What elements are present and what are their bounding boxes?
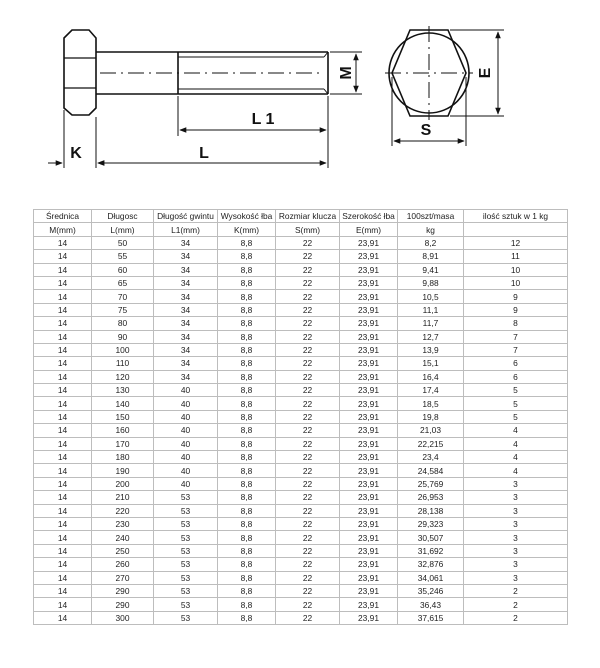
table-cell: 22 [276,437,340,450]
table-cell: 210 [92,491,154,504]
table-cell: 200 [92,477,154,490]
table-cell: M(mm) [34,223,92,236]
table-cell: 3 [464,477,568,490]
table-cell: 180 [92,451,154,464]
table-cell: 300 [92,611,154,624]
table-cell: 14 [34,290,92,303]
table-cell: 14 [34,477,92,490]
table-cell: 9,41 [398,263,464,276]
table-row [34,276,568,289]
table-cell: 23,91 [340,303,398,316]
table-cell: 290 [92,584,154,597]
table-cell [464,223,568,236]
table-cell: 8,8 [218,263,276,276]
table-cell: 14 [34,370,92,383]
table-cell: 3 [464,544,568,557]
table-cell: 23,91 [340,343,398,356]
table-cell: Długość gwintu [154,210,218,223]
table-cell: 28,138 [398,504,464,517]
table-cell: 8,2 [398,236,464,249]
table-cell: 13,9 [398,343,464,356]
table-cell: 160 [92,424,154,437]
table-cell: 22 [276,544,340,557]
table-cell: 8,8 [218,317,276,330]
table-cell: 40 [154,451,218,464]
table-cell: 53 [154,504,218,517]
table-cell: 23,91 [340,437,398,450]
table-cell: 14 [34,250,92,263]
table-cell: 14 [34,598,92,611]
table-cell: 14 [34,491,92,504]
table-cell: 23,4 [398,451,464,464]
table-cell: 22 [276,424,340,437]
table-cell: 4 [464,464,568,477]
table-cell: 8,8 [218,437,276,450]
table-cell: 14 [34,317,92,330]
table-cell: 22 [276,397,340,410]
table-cell: 22 [276,531,340,544]
table-cell: 14 [34,531,92,544]
table-cell: 140 [92,397,154,410]
table-cell: 75 [92,303,154,316]
table-cell: 14 [34,504,92,517]
table-cell: 3 [464,531,568,544]
table-cell: 34 [154,290,218,303]
table-cell: 55 [92,250,154,263]
table-cell: 14 [34,611,92,624]
table-cell: 22 [276,410,340,423]
table-cell: 8,8 [218,491,276,504]
table-row [34,558,568,571]
table-cell: 190 [92,464,154,477]
table-cell: 53 [154,611,218,624]
table-cell: 23,91 [340,571,398,584]
table-cell: 23,91 [340,384,398,397]
table-row [34,544,568,557]
table-row [34,397,568,410]
table-cell: 2 [464,598,568,611]
table-cell: 40 [154,437,218,450]
table-cell: 23,91 [340,504,398,517]
table-cell: 14 [34,424,92,437]
table-row [34,598,568,611]
table-cell: 34 [154,303,218,316]
table-cell: E(mm) [340,223,398,236]
table-cell: 14 [34,357,92,370]
table-cell: 14 [34,263,92,276]
table-cell: 70 [92,290,154,303]
table-cell: 5 [464,397,568,410]
table-cell: 8,8 [218,276,276,289]
table-cell: 23,91 [340,584,398,597]
table-cell: 3 [464,504,568,517]
table-cell: 110 [92,357,154,370]
table-row [34,263,568,276]
table-cell: 23,91 [340,330,398,343]
table-cell: 40 [154,464,218,477]
table-cell: 53 [154,598,218,611]
table-cell: 18,5 [398,397,464,410]
table-cell: 22 [276,598,340,611]
table-cell: 32,876 [398,558,464,571]
table-cell: 120 [92,370,154,383]
table-row [34,504,568,517]
table-cell: 22 [276,263,340,276]
table-cell: 23,91 [340,464,398,477]
dimension-l-label: L [199,145,209,162]
table-cell: 50 [92,236,154,249]
table-cell: 22 [276,236,340,249]
table-cell: 7 [464,343,568,356]
table-cell: 23,91 [340,357,398,370]
table-cell: 34 [154,317,218,330]
table-cell: 53 [154,571,218,584]
table-cell: 90 [92,330,154,343]
table-cell: 23,91 [340,250,398,263]
table-cell: 14 [34,451,92,464]
table-cell: 22 [276,491,340,504]
table-cell: 34 [154,370,218,383]
table-cell: ilość sztuk w 1 kg [464,210,568,223]
table-cell: 53 [154,517,218,530]
table-cell: 8,8 [218,504,276,517]
table-cell: 26,953 [398,491,464,504]
table-cell: 250 [92,544,154,557]
table-cell: 8,8 [218,303,276,316]
table-cell: 8,8 [218,397,276,410]
table-cell: Rozmiar klucza [276,210,340,223]
table-cell: 3 [464,517,568,530]
table-cell: 65 [92,276,154,289]
table-row [34,424,568,437]
table-cell: 22 [276,504,340,517]
table-cell: 230 [92,517,154,530]
table-cell: 8 [464,317,568,330]
table-cell: 23,91 [340,531,398,544]
table-cell: 11,1 [398,303,464,316]
table-cell: Wysokość łba [218,210,276,223]
table-cell: 8,8 [218,343,276,356]
table-cell: 100szt/masa [398,210,464,223]
table-row [34,491,568,504]
table-cell: 22 [276,611,340,624]
table-cell: 14 [34,303,92,316]
table-cell: 17,4 [398,384,464,397]
table-cell: 22 [276,357,340,370]
table-cell: 24,584 [398,464,464,477]
table-row [34,531,568,544]
table-row [34,477,568,490]
table-cell: 23,91 [340,598,398,611]
table-cell: 34 [154,263,218,276]
table-row [34,384,568,397]
table-cell: 34 [154,250,218,263]
table-cell: 22 [276,317,340,330]
table-cell: 11,7 [398,317,464,330]
table-cell: 14 [34,410,92,423]
table-row [34,330,568,343]
table-cell: 23,91 [340,317,398,330]
table-cell: 22 [276,451,340,464]
table-cell: 22 [276,370,340,383]
table-cell: 22 [276,384,340,397]
table-cell: 22 [276,477,340,490]
table-cell: 40 [154,397,218,410]
table-row [34,317,568,330]
table-row [34,236,568,249]
table-cell: 23,91 [340,477,398,490]
table-cell: 22 [276,343,340,356]
table-cell: 22 [276,464,340,477]
table-cell: 8,8 [218,544,276,557]
table-cell: 22 [276,290,340,303]
table-cell: 23,91 [340,611,398,624]
table-cell: Długosc [92,210,154,223]
table-cell: 14 [34,464,92,477]
table-cell: 6 [464,370,568,383]
table-row [34,571,568,584]
table-cell: 22 [276,276,340,289]
dimension-e-label: E [477,67,495,79]
table-cell: 23,91 [340,236,398,249]
table-cell: 8,8 [218,451,276,464]
table-cell: 130 [92,384,154,397]
table-cell: 8,8 [218,290,276,303]
table-cell: 8,8 [218,558,276,571]
table-cell: 14 [34,330,92,343]
table-cell: Szerokość łba [340,210,398,223]
table-cell: 22 [276,517,340,530]
table-cell: 100 [92,343,154,356]
table-cell: 22 [276,250,340,263]
table-cell: 14 [34,571,92,584]
table-cell: 270 [92,571,154,584]
table-row [34,437,568,450]
table-cell: 8,8 [218,384,276,397]
table-cell: 220 [92,504,154,517]
table-cell: 5 [464,410,568,423]
table-cell: 53 [154,584,218,597]
dimension-m-label: M [338,66,356,80]
table-cell: 14 [34,558,92,571]
table-cell: 8,8 [218,571,276,584]
table-row [34,451,568,464]
table-cell: 14 [34,236,92,249]
dimension-k-label: K [70,145,82,162]
table-cell: 3 [464,558,568,571]
table-row [34,517,568,530]
table-cell: 9 [464,290,568,303]
table-cell: 34 [154,276,218,289]
table-cell: 34 [154,330,218,343]
table-cell: 150 [92,410,154,423]
table-cell: K(mm) [218,223,276,236]
table-cell: 4 [464,437,568,450]
table-cell: 9 [464,303,568,316]
table-cell: 8,8 [218,477,276,490]
table-cell: 22 [276,330,340,343]
table-cell: 23,91 [340,410,398,423]
table-cell: 25,769 [398,477,464,490]
table-cell: 8,8 [218,410,276,423]
table-cell: 8,8 [218,517,276,530]
bolt-head-outline [64,30,96,115]
table-cell: 3 [464,571,568,584]
dimension-s-label: S [420,122,432,139]
table-cell: 23,91 [340,544,398,557]
bolt-spec-table [33,209,568,625]
table-cell: 34,061 [398,571,464,584]
table-cell: 8,8 [218,464,276,477]
table-row [34,357,568,370]
table-cell: 22 [276,571,340,584]
table-cell: 16,4 [398,370,464,383]
bolt-side-view [64,30,328,115]
table-cell: 11 [464,250,568,263]
table-cell: 10 [464,276,568,289]
table-row [34,250,568,263]
table-cell: 23,91 [340,517,398,530]
table-cell: 5 [464,384,568,397]
table-cell: 3 [464,491,568,504]
table-cell: 53 [154,491,218,504]
table-row [34,410,568,423]
table-cell: 29,323 [398,517,464,530]
table-row [34,611,568,624]
table-cell: kg [398,223,464,236]
table-cell: 22 [276,584,340,597]
table-row [34,343,568,356]
table-cell: 15,1 [398,357,464,370]
table-cell: 23,91 [340,491,398,504]
table-cell: 4 [464,451,568,464]
table-cell: 290 [92,598,154,611]
table-cell: 35,246 [398,584,464,597]
table-cell: 40 [154,424,218,437]
table-cell: 260 [92,558,154,571]
table-cell: 8,8 [218,584,276,597]
table-cell: 4 [464,424,568,437]
table-cell: 10 [464,263,568,276]
table-cell: 23,91 [340,397,398,410]
table-cell: 8,91 [398,250,464,263]
table-cell: 12,7 [398,330,464,343]
table-units-row [34,223,568,236]
table-cell: 34 [154,343,218,356]
table-cell: 30,507 [398,531,464,544]
table-cell: 14 [34,437,92,450]
table-cell: 14 [34,544,92,557]
table-cell: 14 [34,276,92,289]
table-cell: 6 [464,357,568,370]
table-row [34,370,568,383]
table-cell: 8,8 [218,424,276,437]
table-cell: 31,692 [398,544,464,557]
table-cell: 14 [34,343,92,356]
table-cell: 23,91 [340,558,398,571]
table-cell: 22 [276,558,340,571]
table-cell: 60 [92,263,154,276]
table-cell: 23,91 [340,263,398,276]
dimension-l [96,117,328,168]
table-cell: 14 [34,384,92,397]
table-cell: 8,8 [218,531,276,544]
table-cell: 80 [92,317,154,330]
table-cell: S(mm) [276,223,340,236]
table-cell: 8,8 [218,357,276,370]
table-cell: 34 [154,236,218,249]
bolt-hex-view [385,26,473,120]
table-cell: 2 [464,584,568,597]
table-cell: 40 [154,477,218,490]
table-cell: 2 [464,611,568,624]
table-cell: 40 [154,384,218,397]
table-cell: 23,91 [340,276,398,289]
table-cell: 8,8 [218,330,276,343]
table-cell: L1(mm) [154,223,218,236]
table-cell: 8,8 [218,250,276,263]
table-cell: 40 [154,410,218,423]
dimension-l1-label: L 1 [251,111,275,128]
table-cell: L(mm) [92,223,154,236]
table-cell: 8,8 [218,236,276,249]
table-cell: 23,91 [340,424,398,437]
table-cell: 23,91 [340,370,398,383]
table-cell: 9,88 [398,276,464,289]
table-cell: 53 [154,558,218,571]
table-row [34,464,568,477]
table-cell: 240 [92,531,154,544]
table-cell: 7 [464,330,568,343]
table-cell: 23,91 [340,290,398,303]
table-cell: 37,615 [398,611,464,624]
table-cell: 8,8 [218,598,276,611]
table-cell: 14 [34,397,92,410]
table-cell: 8,8 [218,370,276,383]
bolt-technical-drawing [0,0,600,200]
table-row [34,290,568,303]
table-cell: 14 [34,584,92,597]
table-cell: 12 [464,236,568,249]
table-cell: 34 [154,357,218,370]
table-cell: 53 [154,544,218,557]
table-cell: 14 [34,517,92,530]
table-cell: 21,03 [398,424,464,437]
table-cell: 8,8 [218,611,276,624]
table-cell: Średnica [34,210,92,223]
table-cell: 10,5 [398,290,464,303]
table-cell: 53 [154,531,218,544]
table-row [34,303,568,316]
table-header-row [34,210,568,223]
table-cell: 22 [276,303,340,316]
table-cell: 19,8 [398,410,464,423]
table-cell: 22,215 [398,437,464,450]
table-row [34,584,568,597]
table-cell: 170 [92,437,154,450]
table-cell: 36,43 [398,598,464,611]
table-cell: 23,91 [340,451,398,464]
